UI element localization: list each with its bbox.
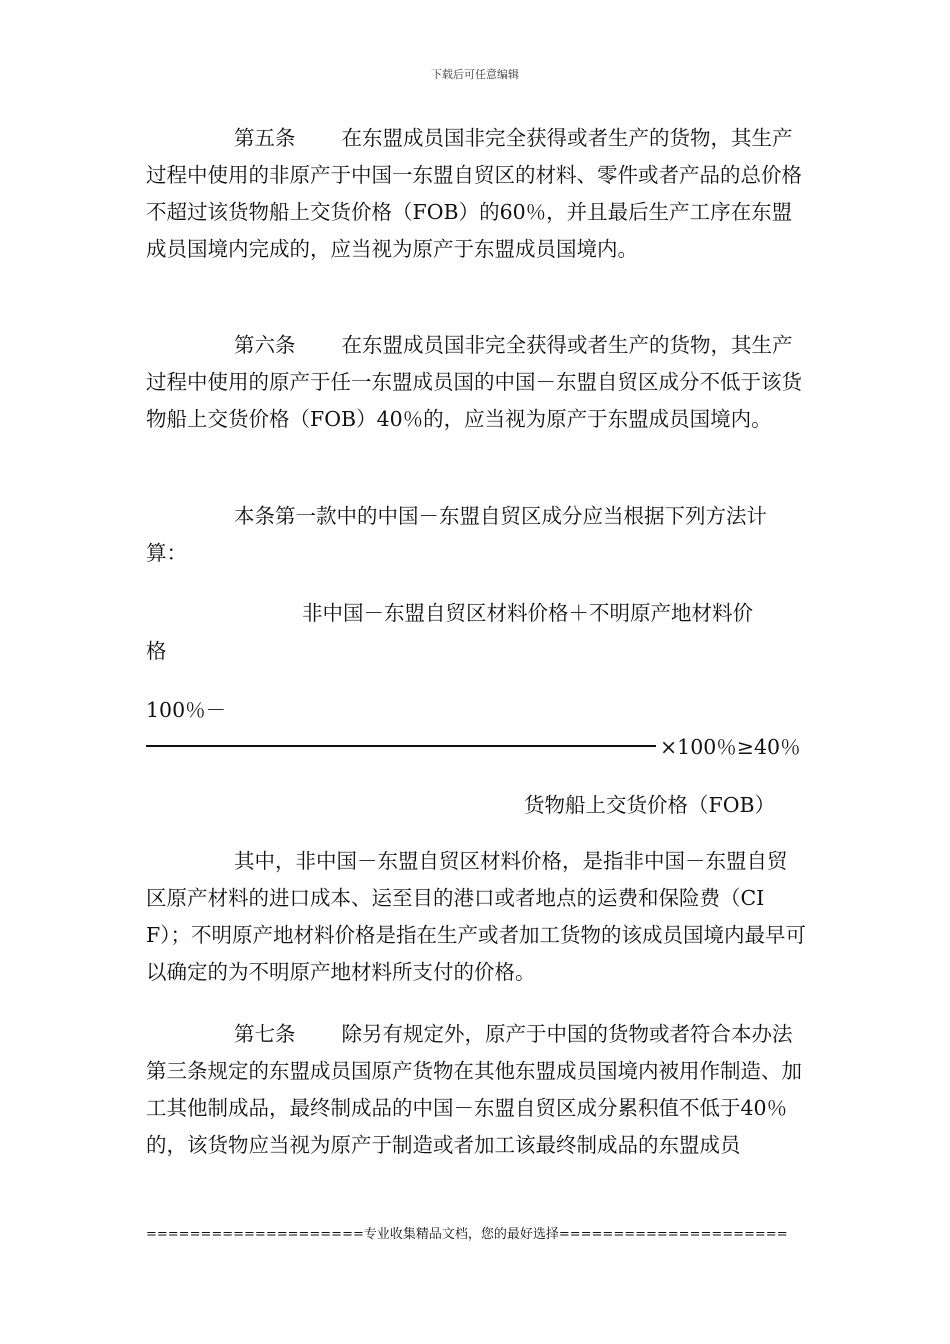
formula-suffix: ×100％≥40％ — [660, 735, 801, 759]
article-7 — [146, 1016, 806, 1164]
article-6-text: 在东盟成员国非完全获得或者生产的货物，其生产过程中使用的原产于任一东盟成员国的中国－东盟自贸区成分不低于该货物船上交货价格（FOB）40％的，应当视为原产于东盟成员国境内。 — [146, 333, 802, 431]
article-7-label: 第七条 — [234, 1022, 296, 1046]
fraction-bar — [146, 745, 656, 747]
page-header-note: 下载后可任意编辑 — [431, 68, 519, 81]
formula-prefix: 100％－ — [146, 698, 227, 722]
article-6-label: 第六条 — [234, 333, 296, 357]
article-5-text: 在东盟成员国非完全获得或者生产的货物，其生产过程中使用的非原产于中国一东盟自贸区的材料、零件或者产品的总价格不超过该货物船上交货价格（FOB）的60％，并且最后生产工序在东盟成员国境内完成的，应当视为原产于东盟成员国境内。 — [146, 126, 802, 261]
article-5-label: 第五条 — [234, 126, 296, 150]
definition-paragraph: 其中，非中国－东盟自贸区材料价格，是指非中国－东盟自贸区原产材料的进口成本、运至目的港口或者地点的运费和保险费（CIF）；不明原产地材料价格是指在生产或者加工货物的该成员国境内最早可以确定的为不明原产地材料所支付的价格。 — [146, 849, 806, 984]
article-6 — [146, 327, 806, 438]
formula-numerator-cont: 格 — [146, 639, 167, 663]
formula-numerator: 非中国－东盟自贸区材料价格＋不明原产地材料价 — [302, 601, 753, 625]
article-7-text: 除另有规定外，原产于中国的货物或者符合本办法第三条规定的东盟成员国原产货物在其他东盟成员国境内被用作制造、加工其他制成品，最终制成品的中国－东盟自贸区成分累积值不低于40％的，该货物应当视为原产于制造或者加工该最终制成品的东盟成员 — [146, 1022, 802, 1157]
formula-denominator: 货物船上交货价格（FOB） — [524, 793, 776, 817]
page-footer: ====================专业收集精品文档，您的最好选择===================== — [146, 1227, 788, 1242]
calc-intro: 本条第一款中的中国－东盟自贸区成分应当根据下列方法计算： — [146, 504, 767, 565]
article-5 — [146, 120, 806, 268]
